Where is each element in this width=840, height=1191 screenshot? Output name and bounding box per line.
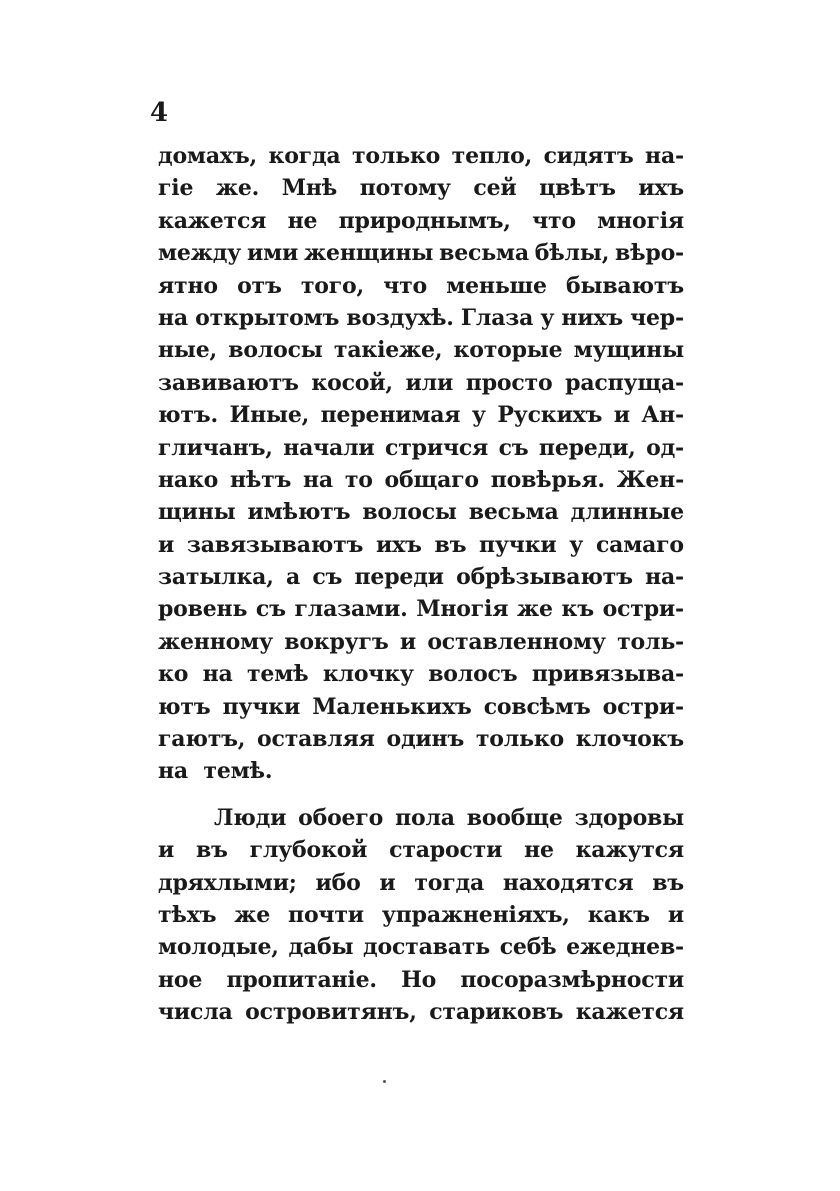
print-speck	[383, 1080, 386, 1083]
word: Мнѣ	[281, 175, 338, 202]
word: ихъ	[376, 531, 422, 558]
word: здоровы	[574, 804, 684, 831]
word: только	[475, 726, 564, 753]
text-line	[158, 837, 684, 869]
word: и	[399, 628, 416, 655]
word: Иные,	[229, 402, 310, 429]
word: Жен-	[616, 466, 684, 493]
word: мущины	[573, 337, 684, 364]
word: же	[234, 901, 271, 928]
text-line	[158, 467, 684, 499]
word: въ	[652, 869, 684, 896]
word: вообще	[466, 804, 563, 831]
word: стариковъ	[429, 999, 564, 1026]
word: на-	[645, 564, 684, 591]
word: находятся	[502, 869, 634, 896]
word: старости	[389, 837, 503, 864]
word: длинные	[570, 499, 684, 526]
word: Многія	[416, 596, 509, 623]
word: ко	[158, 661, 189, 688]
word: глазами.	[294, 596, 408, 623]
text-line: на темѣ.	[158, 758, 273, 785]
word: одинъ	[386, 726, 465, 753]
word: имѣютъ	[247, 499, 351, 526]
word: стричся	[385, 434, 489, 461]
word: съ	[498, 434, 529, 461]
word: волосы	[362, 499, 457, 526]
paragraph-1	[158, 143, 684, 791]
word: Маленькихъ	[312, 693, 472, 720]
word: вѣро-	[615, 240, 684, 267]
word: не	[287, 207, 318, 234]
word: перенимая	[320, 402, 461, 429]
word: гаютъ,	[158, 726, 246, 753]
word: переди	[354, 564, 444, 591]
word: ютъ	[158, 693, 211, 720]
word: пропитаніе.	[226, 966, 377, 993]
paragraph-2	[158, 805, 684, 1032]
text-line	[158, 402, 684, 434]
word: кажется	[158, 207, 267, 234]
word: у	[540, 304, 555, 331]
word: весьма	[468, 499, 559, 526]
word: оставленному	[427, 628, 606, 655]
word: переди,	[538, 434, 636, 461]
word: женному	[158, 628, 273, 655]
word: оставляя	[257, 726, 375, 753]
word: и	[158, 531, 175, 558]
word: од-	[646, 434, 684, 461]
word: тогда	[414, 869, 485, 896]
word: клочокъ	[575, 726, 684, 753]
word: цвѣтъ	[539, 175, 616, 202]
word: воздухѣ.	[346, 304, 454, 331]
word: Люди	[214, 804, 287, 831]
text-line	[158, 370, 684, 402]
word: остри-	[602, 693, 684, 720]
word: на	[303, 466, 333, 493]
word: почти	[288, 901, 364, 928]
word: нако	[158, 466, 219, 493]
word: Рускихъ	[497, 402, 603, 429]
word: ими	[246, 240, 299, 267]
word: Но	[401, 966, 437, 993]
word: того,	[300, 272, 364, 299]
word: посоразмѣрности	[460, 966, 684, 993]
word: вокругъ	[284, 628, 389, 655]
text-line	[158, 435, 684, 467]
word: глубокой	[249, 837, 368, 864]
word: кажутся	[575, 837, 684, 864]
word: сей	[473, 175, 517, 202]
text-line	[158, 499, 684, 531]
text-line	[158, 240, 684, 272]
word: же.	[215, 175, 260, 202]
text-line	[158, 532, 684, 564]
text-line	[158, 337, 684, 369]
word: щины	[158, 499, 236, 526]
word: природнымъ,	[338, 207, 511, 234]
word: не	[524, 837, 554, 864]
word: сидятъ	[543, 143, 634, 169]
text-line	[158, 805, 684, 837]
word: женщины	[304, 240, 434, 267]
word: съ	[312, 564, 343, 591]
word: пола	[395, 804, 455, 831]
word: и	[613, 402, 630, 429]
word: а	[286, 564, 301, 591]
word: завиваютъ	[158, 369, 299, 396]
word: и	[379, 869, 396, 896]
word: тепло,	[451, 143, 533, 169]
word: молодые,	[158, 934, 279, 961]
word: ютъ.	[158, 402, 218, 429]
word: ятно	[158, 272, 218, 299]
word: островитянъ,	[245, 999, 417, 1026]
word: потому	[359, 175, 451, 202]
word: чер-	[630, 304, 684, 331]
word: въ	[195, 837, 228, 864]
word: и	[667, 901, 684, 928]
word: тѣхъ	[158, 901, 217, 928]
word: толь-	[617, 628, 684, 655]
word: на	[158, 304, 188, 331]
word: дабы	[288, 934, 354, 961]
text-line	[158, 305, 684, 337]
text-line	[158, 726, 684, 758]
word: привязыва-	[531, 661, 684, 688]
word: которые	[453, 337, 563, 364]
word: открытомъ	[195, 304, 340, 331]
text-line	[158, 934, 684, 966]
word: и	[158, 837, 175, 864]
text-line	[158, 661, 684, 693]
word: просто	[465, 369, 553, 396]
text-line	[158, 564, 684, 596]
word: у	[569, 531, 584, 558]
word: гличанъ,	[158, 434, 273, 461]
paragraph-gap	[158, 791, 684, 805]
word: съ	[255, 596, 286, 623]
word: Глаза	[460, 304, 534, 331]
page-number: 4	[150, 98, 169, 128]
word: ное	[158, 966, 203, 993]
word: темѣ	[246, 661, 309, 688]
text-line	[158, 596, 684, 628]
word: ные,	[158, 337, 218, 364]
word: распуща-	[565, 369, 684, 396]
word: кажется	[575, 999, 684, 1026]
word: себѣ	[499, 934, 557, 961]
word: совсѣмъ	[483, 693, 591, 720]
word: клочку	[322, 661, 414, 688]
word: ибо	[315, 869, 361, 896]
word: косой,	[311, 369, 393, 396]
word: ровень	[158, 596, 248, 623]
word: когда	[268, 143, 341, 169]
word: доставать	[363, 934, 490, 961]
word: только	[352, 143, 441, 169]
text-line	[158, 902, 684, 934]
word: повѣрья.	[490, 466, 605, 493]
word: завязываютъ	[186, 531, 364, 558]
word: волосы	[228, 337, 323, 364]
word: упражненіяхъ,	[381, 901, 570, 928]
word: какъ	[587, 901, 650, 928]
word: на-	[645, 143, 684, 169]
word: дряхлыми;	[158, 869, 297, 896]
word: затылка,	[158, 564, 274, 591]
word: пучки	[479, 531, 557, 558]
word: бѣлы,	[534, 240, 610, 267]
word: меньше	[446, 272, 547, 299]
word: что	[532, 207, 576, 234]
word: нѣтъ	[229, 466, 292, 493]
text-line	[158, 967, 684, 999]
text-line	[158, 629, 684, 661]
text-line	[158, 208, 684, 240]
word: или	[405, 369, 454, 396]
text-line	[158, 999, 684, 1031]
word: пучки	[222, 693, 301, 720]
word: то	[344, 466, 373, 493]
word: остри-	[602, 596, 684, 623]
word: что	[383, 272, 428, 299]
word: такіеже,	[333, 337, 443, 364]
word: ежеднев-	[566, 934, 684, 961]
text-line	[158, 175, 684, 207]
word: между	[158, 240, 242, 267]
word: бываютъ	[566, 272, 684, 299]
word: же	[517, 596, 553, 623]
word: домахъ,	[158, 143, 257, 169]
text-line	[158, 143, 684, 175]
word: у	[471, 402, 486, 429]
word: многія	[597, 207, 684, 234]
word: Ан-	[641, 402, 684, 429]
word: ихъ	[638, 175, 684, 202]
word: волосъ	[428, 661, 518, 688]
word: общаго	[384, 466, 479, 493]
word: отъ	[237, 272, 282, 299]
body-text	[158, 143, 684, 1032]
word: въ	[434, 531, 467, 558]
word: обоего	[298, 804, 384, 831]
text-line	[158, 273, 684, 305]
text-line	[158, 870, 684, 902]
text-line	[158, 694, 684, 726]
word: къ	[561, 596, 594, 623]
word: весьма	[439, 240, 529, 267]
word: числа	[158, 999, 233, 1026]
word: обрѣзываютъ	[456, 564, 633, 591]
word: на	[202, 661, 233, 688]
word: самаго	[595, 531, 684, 558]
word: гіе	[158, 175, 194, 202]
word: начали	[283, 434, 375, 461]
word: нихъ	[561, 304, 623, 331]
